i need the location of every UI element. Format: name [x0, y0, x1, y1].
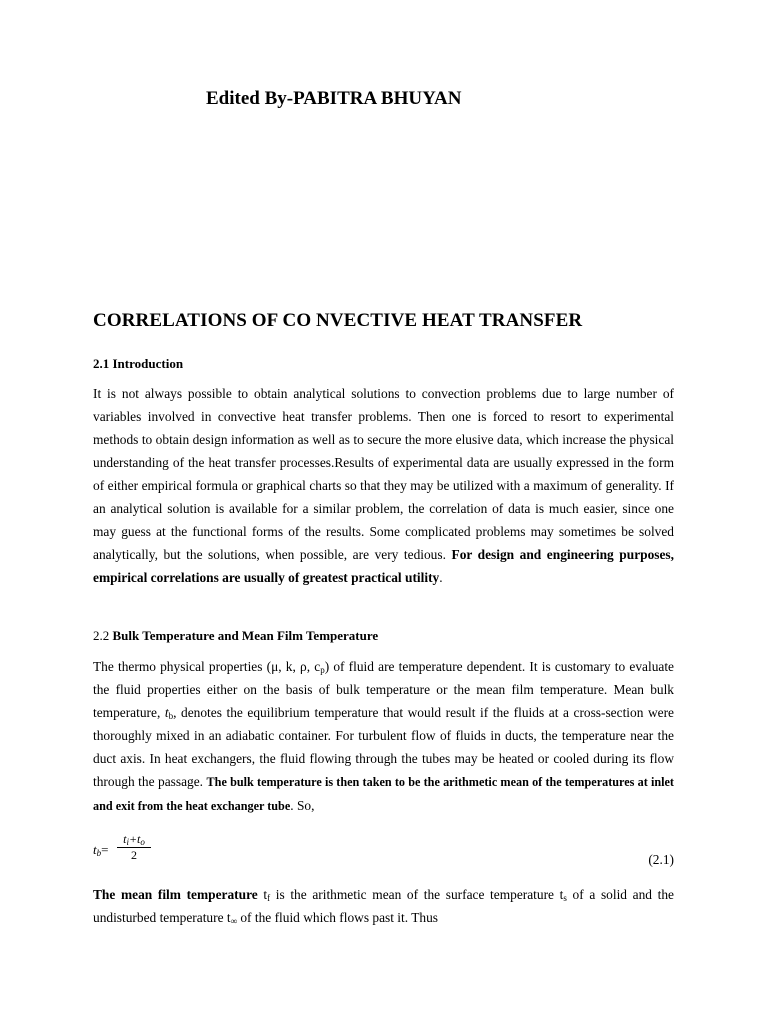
bulk-text-a: The thermo physical properties (μ, k, ρ, c — [93, 659, 321, 674]
section-introduction — [93, 356, 674, 372]
bulk-bold-text: The bulk temperature is then taken to be the arithmetic mean of the temperatures at inlet and exit from the heat exchanger tube — [93, 775, 674, 813]
bulk-end: . So, — [290, 798, 315, 813]
document-title: CORRELATIONS OF CO NVECTIVE HEAT TRANSFER — [93, 310, 583, 331]
section-heading-introduction: 2.1 Introduction — [93, 356, 184, 371]
cp-subscript: p — [320, 665, 325, 675]
eq-equals: = — [101, 842, 109, 857]
equation-2-1 — [93, 832, 674, 872]
bulk-temperature-paragraph — [93, 655, 674, 818]
bulk-text-c: , denotes the equilibrium temperature that would result if the fluids at a cross-section were thoroughly mixed in an adiabatic container. For turbulent flow of fluids in ducts, the temperature near the duct axis. In heat exchangers, the fluid flowing through the tubes may be heated or cooled during its flow through the passage. — [93, 705, 674, 789]
eq-lhs-subscript: b — [96, 848, 102, 858]
tb-subscript: b — [168, 711, 174, 721]
bulk-text-b: ) of fluid are temperature dependent. It is customary to evaluate the fluid properties either on the basis of bulk temperature or the mean film temperature. Mean bulk temperature, — [93, 659, 674, 720]
intro-bold-text: For design and engineering purposes, empirical correlations are usually of greatest practical utility — [93, 547, 674, 585]
eq-numerator: $t_i+t_o$ — [117, 832, 151, 848]
intro-text: It is not always possible to obtain analytical solutions to convection problems due to large number of variables involved in convective heat transfer problems. Then one is forced to resort to experimental methods to obtain design information as well as to secure the more elusive data, which increase the physical understanding of the heat transfer processes.Results of experimental data are usually expressed in the form of either empirical formula or graphical charts so that they may be utilized with a maximum of generality. If an analytical solution is available for a similar problem, the correlation of data is much easier, since one may guess at the functional forms of the results. Some complicated problems may sometimes be solved analytically, but the solutions, when possible, are very tedious. — [93, 386, 674, 562]
mean-film-paragraph: The mean film temperature $t_f$ is the arithmetic mean of the surface temperature $t_s$ of a solid and the undisturbed temperature $t_\infty$ of the fluid which flows past it. Thus — [93, 887, 674, 926]
mean-film-bold-lead: The mean film temperature — [93, 887, 258, 902]
section-bulk-temperature — [93, 628, 674, 644]
eq-denominator: 2 — [131, 848, 137, 862]
intro-end: . — [439, 570, 443, 585]
equation-number: (2.1) — [648, 852, 674, 867]
introduction-paragraph — [93, 382, 674, 589]
tb-symbol: t — [164, 705, 169, 720]
section-number: 2.2 — [93, 628, 110, 643]
section-heading-bulk-temperature: Bulk Temperature and Mean Film Temperature — [112, 628, 379, 643]
eq-lhs: t — [93, 842, 97, 857]
eq-fraction — [117, 832, 151, 862]
editor-credit: Edited By-PABITRA BHUYAN — [206, 88, 462, 109]
